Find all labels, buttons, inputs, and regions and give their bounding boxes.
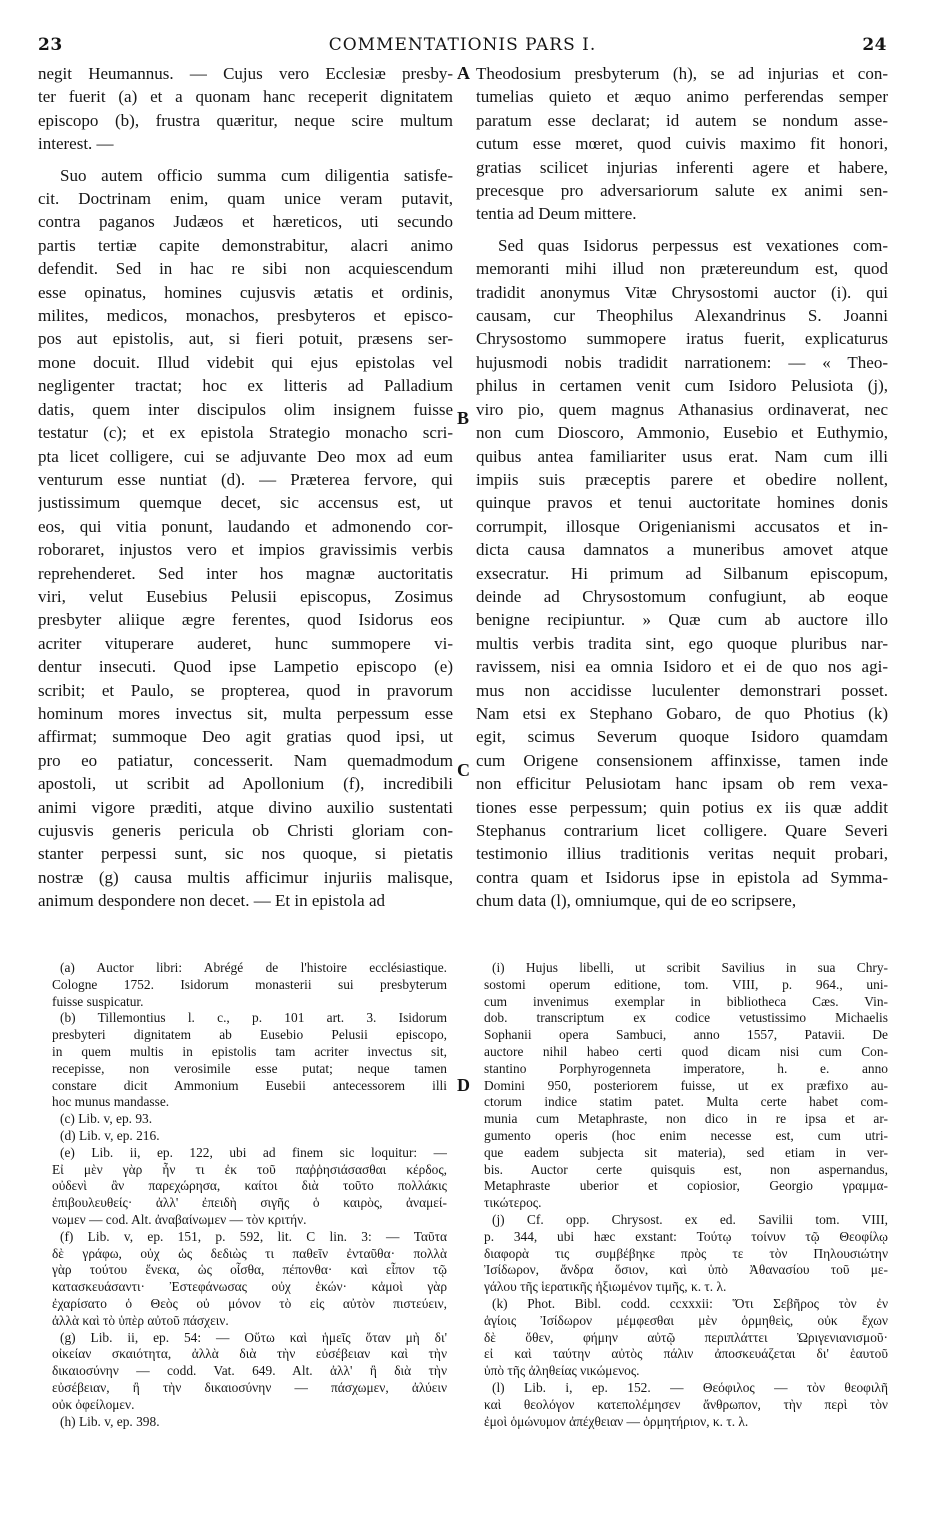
footnote — [484, 960, 888, 1212]
footnote — [484, 1380, 888, 1430]
paragraph-gap — [476, 226, 888, 234]
text-line: cit. Doctrinam enim, quam unice veram putavit, — [38, 189, 453, 209]
text-line: Stephanus contrarium licet colligere. Quare Severi — [476, 821, 888, 840]
footnote — [52, 1128, 447, 1145]
text-line: roboraret, injustos vero et impios gravissimis verbis — [38, 540, 453, 560]
text-line: testimonio illius traditionis veritas nequit probari, — [476, 844, 888, 864]
text-line: deinde ad Chrysostomum confugiunt, ab eoque — [476, 586, 888, 606]
footnote — [52, 1111, 447, 1128]
text-line: negligenter tractat; hoc ex litteris ad Palladium — [38, 376, 453, 396]
footnote-line: διαφορὰ τις συμβέβηκε πρὸς τε τὸν Πηλουσιώτην — [484, 1245, 888, 1261]
footnote-line: hoc munus mandasse. — [52, 1094, 170, 1110]
footnote-line: ἐχαρίσατο ὁ Θεὸς οὐ μόνον τὸ εἰς αὐτὸν πιστεύειν, — [52, 1295, 447, 1311]
footnote-line: οἰκείαν σκαιότητα, ἀλλὰ διὰ τὴν εὐσέβειαν καὶ τὴν — [52, 1346, 447, 1362]
text-line: hujusmodi nobis tradidit narrationem: — « Theo- — [476, 352, 888, 372]
footnote-line: ὑπὸ τῆς ἀληθείας νικώμενος. — [484, 1363, 640, 1379]
footnote-line: γάλου τῆς ἱερατικῆς ἠξιωμένον τιμῆς, κ. τ. λ. — [484, 1279, 727, 1295]
text-line: scribit; et Paulo, se propterea, quod in pravorum — [38, 680, 453, 700]
footnote-line: δὲ ὅθεν, φήμην αὐτῷ περιπλάττει Ὠριγενιανισμοῦ· — [484, 1329, 888, 1345]
text-line: philus in certamen venit cum Isidoro Pelusiota (j), — [476, 376, 888, 396]
footnote-line: dob. transcriptum ex codice vetustissimo Michaelis — [484, 1010, 888, 1026]
footnote-line: cum invenimus exemplar in bibliotheca Cæs. Vin- — [484, 993, 888, 1009]
footnote-line: Ἰσίδωρον, ἄνδρα ὅσιον, καὶ ὑπὸ Ἀθανασίου τοῦ με- — [484, 1262, 888, 1278]
footnote-line: in quem multis in epistolis tam acriter invectus sit, — [52, 1043, 447, 1059]
text-line: cum Origene consensionem affinxisse, tamen inde — [476, 750, 888, 770]
text-line: tentia ad Deum mittere. — [476, 204, 637, 224]
footnotes-column-right — [484, 960, 888, 1430]
footnote-line: (k) Phot. Bibl. codd. ccxxxii: Ὅτι Σεβῆρος τὸν ἐν — [492, 1295, 888, 1311]
footnote-line: sostomi operum editione, tom. VIII, p. 964., uni- — [484, 976, 888, 992]
text-line: justissimum quemque decet, sic accensus est, ut — [38, 493, 453, 513]
text-line: Sed quas Isidorus perpessus est vexationes com- — [498, 235, 888, 255]
text-line: pos aut epistolis, aut, si fieri potuit, præsens ser- — [38, 329, 453, 349]
paragraph-gap — [38, 156, 453, 164]
footnote-line: constare dicit Ammonium Eusebii antecessorem illi — [52, 1077, 447, 1093]
footnote-line: Sophanii opera Sambuci, anno 1557, Patavii. De — [484, 1027, 888, 1043]
text-line: venturum esse nuntiat (d). — Præterea fervore, qui — [38, 469, 453, 489]
footnote-line: ἁγίοις Ἰσίδωρον μέμφεσθαι μὲν ὁρμηθεὶς, οὐκ ἔχων — [484, 1312, 888, 1328]
text-line: viro pio, quem magnus Athanasius ordinaverat, nec — [476, 399, 888, 419]
footnote-line: ἀλλὰ καὶ τὸ ὑπὲρ αὐτοῦ πάσχειν. — [52, 1312, 229, 1328]
footnote — [52, 1414, 447, 1431]
footnote-line: τικώτερος. — [484, 1195, 542, 1211]
text-line: tradidit anonymus Vitæ Chrysostomi auctor (i). qui — [476, 282, 888, 302]
text-line: acriter vituperare auderet, hunc summopere vi- — [38, 633, 453, 653]
page-number-right: 24 — [862, 35, 887, 55]
text-line: affirmat; summoque Deo agit gratias quod ipsi, ut — [38, 727, 453, 747]
text-line: eos, qui vitia ponunt, laudando et admonendo cor- — [38, 516, 453, 536]
text-line: dicta causa damnatos a muneribus amovet atque — [476, 540, 888, 560]
text-line: contra quam et Isidorus ipse in epistola ad Symma- — [476, 867, 888, 887]
text-line: animi vigore præditi, atque divino auxilio sustentati — [38, 797, 453, 817]
footnote-line: presbyteri dignitatem ab Eusebio Pelusii episcopo, — [52, 1027, 447, 1043]
text-line: Chrysostomo summopere iratus fuerit, explicaturus — [476, 329, 888, 349]
text-line: milites, medicos, monachos, presbyteros et episco- — [38, 306, 453, 326]
footnote — [52, 960, 447, 1010]
text-line: mus non accidisse luculenter demonstrari posset. — [476, 680, 888, 700]
text-line: causam, cur Theophilus Alexandrinus S. Joanni — [476, 306, 888, 326]
footnote-line: Cologne 1752. Isidorum monasterii sui presbyterum — [52, 976, 447, 992]
text-line: negit Heumannus. — Cujus vero Ecclesiæ presby- — [38, 64, 453, 83]
margin-letter-a: A — [457, 63, 470, 83]
text-line: Nam etsi ex Stephano Gobaro, de quo Photius (k) — [476, 703, 888, 723]
text-line: interest. — — [38, 134, 114, 154]
text-line: quinque pravos et tenui auctoritate homines donis — [476, 493, 888, 513]
footnote-line: (l) Lib. i, ep. 152. — Θεόφιλος — τὸν θεοφιλῆ — [492, 1379, 888, 1395]
footnote-line: (g) Lib. ii, ep. 54: — Οὕτω καὶ ἡμεῖς ὅταν μὴ δι' — [60, 1329, 447, 1345]
text-line: dentur insecuti. Quod ipse Lampetio episcopo (e) — [38, 657, 453, 677]
margin-letter-c: C — [457, 760, 470, 780]
text-line: hominum mores invectus sit, multa perpessum esse — [38, 703, 453, 723]
footnote-line: bis. Auctor certe quisquis est, non aspernandus, — [484, 1161, 888, 1177]
text-line: ravissem, nisi ea omnia Isidoro et ei de quo nos agi- — [476, 657, 888, 677]
text-line: multis verbis tradita sint, ego quoque pluribus nar- — [476, 633, 888, 653]
footnote-line: οὐκ ὀφείλομεν. — [52, 1396, 135, 1412]
footnote-line: ctorum indice statim patet. Multa certe habet com- — [484, 1094, 888, 1110]
footnote-line: ἐμοὶ ὁμώνυμον ἀπέχθειαν — ὁρμητήριον, κ. τ. λ. — [484, 1413, 749, 1429]
text-line: tiones esse perpessum; quin potius ex iis quæ addit — [476, 797, 888, 817]
text-line: defendit. Sed in hac re sibi non acquiescendum — [38, 259, 453, 279]
footnote-line: Domini 950, posteriorem fuisse, ut ex præfixo au- — [484, 1077, 888, 1093]
footnote-line: (d) Lib. v, ep. 216. — [60, 1127, 160, 1143]
footnote-line: οὐδενὶ ἂν παρεχώρησα, καίτοι διὰ τοῦτο πολλάκις — [52, 1178, 447, 1194]
text-line: Theodosium presbyterum (h), se ad injurias et con- — [476, 64, 888, 83]
footnote — [52, 1229, 447, 1330]
text-line: pta licet colligere, cui se adjuvante Deo mox ad eum — [38, 446, 453, 466]
text-line: esse opinatus, homines cujusvis ætatis et ordinis, — [38, 282, 453, 302]
footnote-line: Εἰ μὲν γὰρ ἦν τι ἐκ τοῦ παῤῥησιάσασθαι κέρδος, — [52, 1161, 447, 1177]
text-line: exsecratur. Hi primum ad Silbanum episcopum, — [476, 563, 888, 583]
text-line: cutum esse mœret, quod cuivis maximo fit honori, — [476, 134, 888, 154]
footnote — [484, 1296, 888, 1380]
footnotes-column-left — [52, 960, 447, 1430]
footnote-line: δικαιοσύνην — codd. Vat. 649. Alt. ἀλλ' ἢ διὰ τὴν — [52, 1363, 447, 1379]
text-line: episcopo (b), frustra quæritur, neque scire multum — [38, 110, 453, 130]
footnote-line: recepisse, non verosimile esse putat; neque tamen — [52, 1060, 447, 1076]
footnote-line: γὰρ τούτου ἕνεκα, ὡς οἶσθα, πέπονθα· καὶ εἶπον τῷ — [52, 1262, 447, 1278]
text-line: nostræ (g) causa multis afficimur injuriis malisque, — [38, 867, 453, 887]
footnote-line: (a) Auctor libri: Abrégé de l'histoire ecclésiastique. — [60, 960, 447, 975]
footnote — [52, 1330, 447, 1414]
text-line: non efficitur Pelusiotam hanc ipsam ob rem vexa- — [476, 774, 888, 794]
footnote-line: Metaphraste uberior et copiosior, Georgio γραμμα- — [484, 1178, 888, 1194]
margin-letter-d: D — [457, 1075, 470, 1095]
text-line: paratum esse declarat; id autem se nondum asse- — [476, 110, 888, 130]
footnote-line: (j) Cf. opp. Chrysost. ex ed. Savilii tom. VIII, — [492, 1211, 888, 1227]
footnote-line: stantino Porphyrogenneta imperatore, h. e. anno — [484, 1060, 888, 1076]
text-line: non cum Dioscoro, Ammonio, Eusebio et Euthymio, — [476, 423, 888, 443]
footnote-line: εἰ καὶ ταύτην αὐτὸς πάλιν ἀποσκευάζεται δι' ἑαυτοῦ — [484, 1346, 888, 1362]
footnote-line: munia cum Metaphraste, non dico in re ipsa et ar- — [484, 1111, 888, 1127]
footnote — [484, 1212, 888, 1296]
running-title: COMMENTATIONIS PARS I. — [328, 35, 597, 55]
text-line: testatur (c); et ex epistola Strategio monacho scri- — [38, 423, 453, 443]
text-line: memoranti mihi illud non prætereundum est, quod — [476, 259, 888, 279]
text-line: tumelias quieto et æquo animo perferendas semper — [476, 87, 888, 107]
footnote-line: (c) Lib. v, ep. 93. — [60, 1111, 153, 1127]
text-line: datis, quem inter discipulos olim insignem fuisse — [38, 399, 453, 419]
text-line: quibus antea familiariter usus erat. Nam cum illi — [476, 446, 888, 466]
footnote-line: fuisse suspicatur. — [52, 993, 144, 1009]
footnote — [52, 1145, 447, 1229]
text-line: viri, velut Eusebius Pelusii episcopus, Zosimus — [38, 586, 453, 606]
text-line: ter fuerit (a) et a quonam hanc receperit dignitatem — [38, 87, 453, 107]
text-line: stanter perpessi sunt, sic nos quoque, si pietatis — [38, 844, 453, 864]
text-line: pro eo patiatur, concesserit. Nam quemadmodum — [38, 750, 453, 770]
text-line: apostoli, ut scribit ad Apollonium (f), incredibili — [38, 774, 453, 794]
text-line: Suo autem officio summa cum diligentia satisfe- — [60, 165, 453, 185]
footnote-line: auctore nihil habeo certi quod dicam nisi cum Con- — [484, 1043, 888, 1059]
text-line: presbyter aliique ægre ferentes, quod Isidorus eos — [38, 610, 453, 630]
footnote-line: (b) Tillemontius l. c., p. 101 art. 3. Isidorum — [60, 1010, 447, 1026]
footnote-line: (e) Lib. ii, ep. 122, ubi ad finem sic loquitur: — — [60, 1144, 447, 1160]
footnote-line: (i) Hujus libelli, ut scribit Savilius in sua Chry- — [492, 960, 888, 975]
text-line: contra paganos Judæos et hæreticos, uti secundo — [38, 212, 453, 232]
footnote-line: δὲ γράφω, οὐχ ὡς δεδιὼς τι παθεῖν ἐνταῦθα· πολλὰ — [52, 1245, 447, 1261]
text-line: cujusvis generis pericula ob Christi gloriam con- — [38, 821, 453, 840]
footnote-line: κατασκευάσαντι· Ἐστεφάνωσας οὐχ ἑκών· κἀμοὶ γὰρ — [52, 1279, 447, 1295]
text-line: reprehenderet. Sed inter hos magnæ auctoritatis — [38, 563, 453, 583]
page-number-left: 23 — [38, 35, 63, 55]
text-line: corrumpit, illosque Origenianismi accusatos et in- — [476, 516, 888, 536]
footnote — [52, 1010, 447, 1111]
footnote-line: p. 344, ubi hæc exstant: Τούτῳ τοίνυν τῷ Θεοφίλῳ — [484, 1228, 888, 1244]
text-line: impiis suis præceptis parere et obedire nollent, — [476, 469, 888, 489]
text-line: precesque pro adversariorum salute ex animi sen- — [476, 181, 888, 201]
body-column-left — [38, 62, 453, 913]
footnote-line: εὐσέβειαν, ἢ τὴν δικαιοσύνην — πάσχωμεν, ἀλύειν — [52, 1379, 447, 1395]
margin-letter-b: B — [457, 408, 470, 428]
text-line: gratias scilicet injurias inferenti agere et habere, — [476, 157, 888, 177]
footnote-line: (h) Lib. v, ep. 398. — [60, 1413, 160, 1429]
footnote-line: gumento operis (hoc enim necesse est, cum utri- — [484, 1127, 888, 1143]
footnote-line: νωμεν — cod. Alt. ἀναβαίνωμεν — τὸν κριτήν. — [52, 1211, 307, 1227]
footnote-line: (f) Lib. v, ep. 151, p. 592, lit. C lin. 3: — Ταῦτα — [60, 1228, 447, 1244]
text-line: animum despondere non decet. — Et in epistola ad — [38, 891, 385, 911]
text-line: benigne recipiuntur. » Quæ cum ab auctore illo — [476, 610, 888, 630]
text-line: partis tertiæ capite demonstrabitur, alacri animo — [38, 235, 453, 255]
text-line: egit, scimus Severum quoque Isidoro quamdam — [476, 727, 888, 747]
body-column-right — [476, 62, 888, 913]
footnote-line: καὶ θεολόγον κατεπολέμησεν ἄνθρωπον, τὴν περὶ τὸν — [484, 1396, 888, 1412]
footnote-line: que eadem subjecta sit materia), sed etiam in ver- — [484, 1144, 888, 1160]
text-line: mone docuit. Illud videbit qui ejus epistolas vel — [38, 352, 453, 372]
footnote-line: ἐπιβουλευθείς· ἀλλ' ἐπειδὴ σιγῆς ὁ καιρὸς, ἀναμεί- — [52, 1195, 447, 1211]
text-line: chum data (l), omniumque, qui de eo scripsere, — [476, 891, 797, 911]
